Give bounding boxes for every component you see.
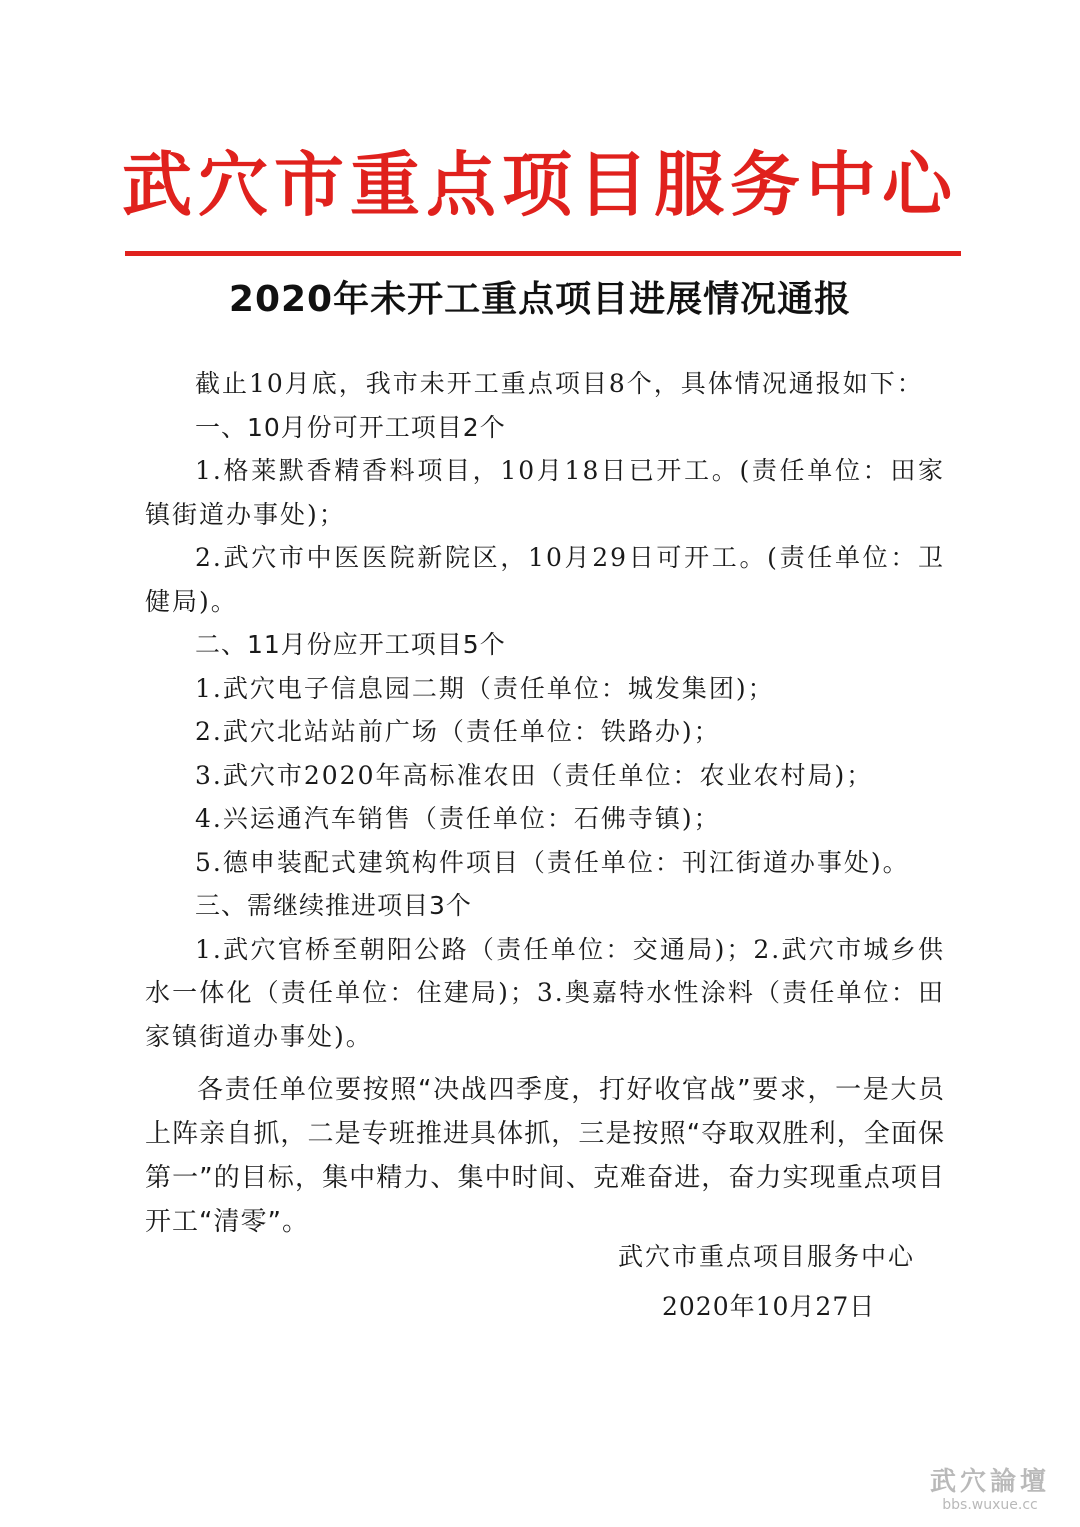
watermark-title: 武穴論壇 xyxy=(929,1467,1050,1497)
section-3-heading: 三、需继续推进项目3个 xyxy=(195,891,472,920)
section-2-item: 3.武穴市2020年高标准农田（责任单位：农业农村局)； xyxy=(195,760,874,790)
intro-paragraph: 截止10月底，我市未开工重点项目8个，具体情况通报如下： xyxy=(195,369,924,398)
document-title: 2020年未开工重点项目进展情况通报 xyxy=(228,279,852,320)
section-1-heading: 一、10月份可开工项目2个 xyxy=(195,412,506,442)
section-2-item: 1.武穴电子信息园二期（责任单位：城发集团)； xyxy=(195,673,775,703)
section-2-heading: 二、11月份应开工项目5个 xyxy=(195,630,506,659)
watermark-url: bbs.wuxue.cc xyxy=(942,1497,1038,1513)
signature-block xyxy=(570,1232,960,1332)
closing-paragraph: 各责任单位要按照“决战四季度，打好收官战”要求，一是大员上阵亲自抓，二是专班推进具体抓，三是按照“夺取双胜利，全面保第一”的目标，集中精力、集中时间、克难奋进，奋力实现重点项目开工“清零”。 xyxy=(145,1075,945,1237)
red-divider xyxy=(125,251,961,256)
section-1-item: 1.格莱默香精香料项目，10月18日已开工。(责任单位：田家镇街道办事处)； xyxy=(145,456,945,529)
signature-org: 武穴市重点项目服务中心 xyxy=(618,1242,916,1271)
signature-date: 2020年10月27日 xyxy=(662,1292,876,1321)
section-3-items: 1.武穴官桥至朝阳公路（责任单位：交通局)；2.武穴市城乡供水一体化（责任单位：住建局)；3.奥嘉特水性涂料（责任单位：田家镇街道办事处)。 xyxy=(145,934,945,1051)
section-2-item: 5.德申装配式建筑构件项目（责任单位：刊江街道办事处)。 xyxy=(195,847,910,877)
document-body xyxy=(145,362,945,1244)
section-2-item: 4.兴运通汽车销售（责任单位：石佛寺镇)； xyxy=(195,804,721,833)
org-header: 武穴市重点项目服务中心 xyxy=(122,144,958,226)
section-2-item: 2.武穴北站站前广场（责任单位：铁路办)； xyxy=(195,717,721,746)
section-1-item: 2.武穴市中医医院新院区，10月29日可开工。(责任单位：卫健局)。 xyxy=(145,543,945,616)
forum-watermark xyxy=(930,1467,1050,1513)
